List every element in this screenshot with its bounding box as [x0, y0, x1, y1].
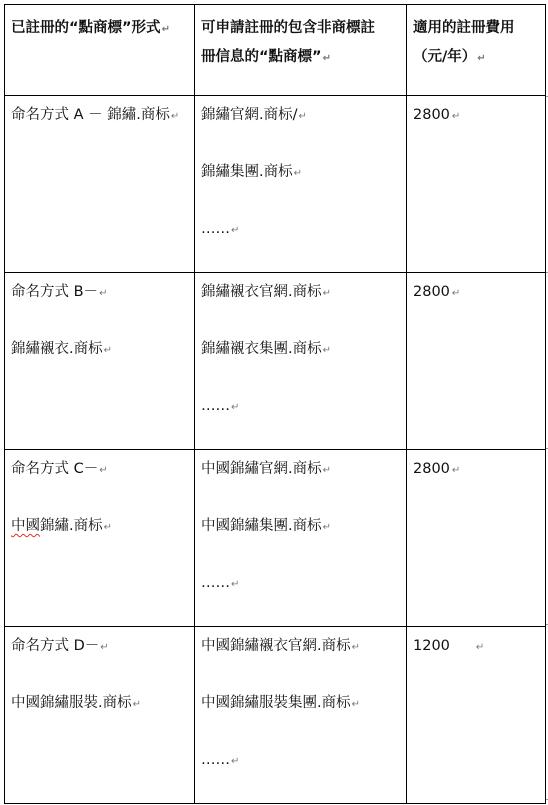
paragraph-mark-icon: ↵	[322, 288, 331, 299]
naming-method-a: 命名方式 A － 錦繡.商标	[11, 107, 170, 123]
apply-cell	[195, 450, 407, 627]
apply-item: 錦繡集團.商标	[201, 164, 293, 180]
fee-cell	[407, 96, 546, 273]
fee-cell	[407, 627, 546, 804]
paragraph-mark-icon: ↵	[103, 522, 112, 533]
naming-domain: 錦繡服裝.商标	[40, 695, 132, 711]
paragraph-mark-icon: ↵	[132, 699, 141, 710]
paragraph-mark-icon: ↵	[477, 53, 486, 64]
apply-ellipsis: ……	[201, 221, 230, 237]
apply-item: 錦繡集團.商标	[230, 518, 322, 534]
paragraph-mark-icon: ↵	[99, 288, 108, 299]
apply-ellipsis: ……	[201, 575, 230, 591]
paragraph-mark-icon: ↵	[475, 642, 485, 653]
fee-cell	[407, 450, 546, 627]
header-cell-apply	[195, 5, 407, 96]
apply-item-prefix: 中國	[201, 461, 230, 477]
fee-value: 2800	[413, 284, 450, 300]
paragraph-mark-icon: ↵	[293, 168, 302, 179]
table-row	[5, 273, 546, 450]
paragraph-mark-icon: ↵	[99, 465, 108, 476]
fee-cell	[407, 273, 546, 450]
fee-table	[4, 4, 546, 804]
apply-ellipsis: ……	[201, 752, 230, 768]
apply-cell	[195, 627, 407, 804]
paragraph-mark-icon: ↵	[351, 642, 360, 653]
apply-item: 錦繡襯衣集團.商标	[201, 341, 322, 357]
apply-cell	[195, 273, 407, 450]
table-row	[5, 627, 546, 804]
naming-cell	[5, 627, 195, 804]
paragraph-mark-icon: ↵	[231, 756, 240, 767]
naming-method-c: 命名方式 C－	[11, 461, 99, 477]
header-apply-label-line2: 冊信息的“點商標”	[201, 49, 322, 65]
apply-item: 錦繡官網.商标	[230, 461, 322, 477]
paragraph-mark-icon: ↵	[100, 642, 109, 653]
paragraph-mark-icon: ↵	[322, 53, 331, 64]
paragraph-mark-icon: ↵	[451, 465, 461, 476]
apply-cell	[195, 96, 407, 273]
paragraph-mark-icon: ↵	[451, 111, 461, 122]
apply-ellipsis: ……	[201, 398, 230, 414]
naming-domain-prefix: 中國	[11, 695, 40, 711]
paragraph-mark-icon: ↵	[103, 345, 112, 356]
apply-item: 錦繡襯衣官網.商标	[230, 638, 351, 654]
header-fee-label-line2: （元/年）	[413, 49, 477, 65]
naming-method-d: 命名方式 D－	[11, 638, 100, 654]
table-header-row	[5, 5, 546, 96]
header-form-label: 已註冊的“點商標”形式	[11, 20, 161, 36]
header-cell-form	[5, 5, 195, 96]
naming-domain: 錦繡.商标	[40, 518, 103, 534]
naming-cell	[5, 450, 195, 627]
apply-item-prefix: 中國	[201, 695, 230, 711]
naming-domain: 錦繡襯衣.商标	[11, 341, 103, 357]
apply-item-prefix: 中國	[201, 638, 230, 654]
naming-method-b: 命名方式 B－	[11, 284, 99, 300]
naming-domain-prefix: 中國	[11, 518, 40, 534]
header-fee-label-line1: 適用的註冊費用	[413, 20, 515, 36]
table-row	[5, 450, 546, 627]
paragraph-mark-icon: ↵	[322, 522, 331, 533]
paragraph-mark-icon: ↵	[231, 225, 240, 236]
paragraph-mark-icon: ↵	[170, 111, 180, 122]
apply-item: 錦繡襯衣官網.商标	[201, 284, 322, 300]
paragraph-mark-icon: ↵	[322, 345, 331, 356]
header-cell-fee	[407, 5, 546, 96]
paragraph-mark-icon: ↵	[322, 465, 331, 476]
fee-value: 1200	[413, 638, 450, 654]
apply-item: 錦繡服裝集團.商标	[230, 695, 351, 711]
apply-item: 錦繡官網.商标/	[201, 107, 298, 123]
naming-cell	[5, 273, 195, 450]
paragraph-mark-icon: ↵	[231, 402, 240, 413]
paragraph-mark-icon: ↵	[231, 579, 240, 590]
apply-item-prefix: 中國	[201, 518, 230, 534]
fee-value: 2800	[413, 107, 450, 123]
table-row	[5, 96, 546, 273]
paragraph-mark-icon: ↵	[451, 288, 461, 299]
header-apply-label-line1: 可申請註冊的包含非商標註	[201, 20, 375, 36]
paragraph-mark-icon: ↵	[161, 24, 170, 35]
fee-value: 2800	[413, 461, 450, 477]
naming-cell	[5, 96, 195, 273]
paragraph-mark-icon: ↵	[351, 699, 360, 710]
paragraph-mark-icon: ↵	[298, 111, 307, 122]
